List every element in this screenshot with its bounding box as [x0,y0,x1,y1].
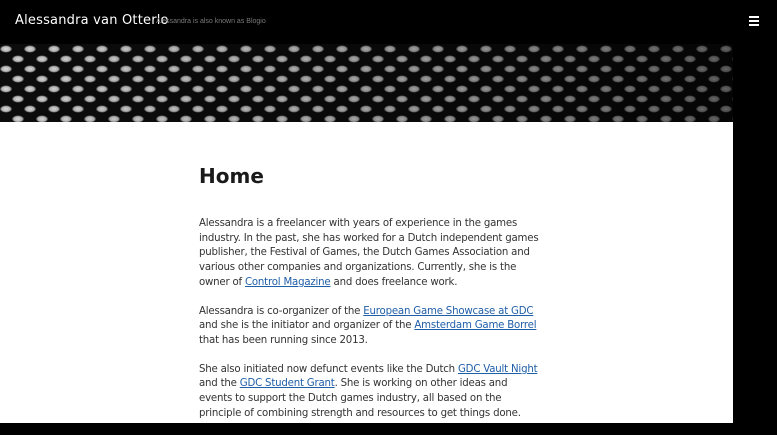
header-image [0,44,733,122]
main-content-area [0,122,733,423]
amsterdam-game-borrel-link[interactable]: Amsterdam Game Borrel [414,320,537,332]
paragraph-text: that has been running since 2013. [199,334,368,346]
control-magazine-link[interactable]: Control Magazine [244,276,331,288]
paragraph-events [199,305,539,349]
gdc-vault-night-link[interactable]: GDC Vault Night [457,363,538,375]
site-title-link[interactable]: Alessandra van Otterlo [15,13,169,28]
perforated-metal-pattern [0,44,733,122]
paragraph-about [199,217,539,291]
paragraph-text: and she is the initiator and organizer of the [199,320,415,332]
hamburger-menu-icon [749,16,759,18]
menu-toggle-button[interactable] [746,13,762,29]
paragraph-text: and the [199,378,240,390]
paragraph-past-events [199,363,539,422]
paragraph-text: and does freelance work. [330,276,458,288]
paragraph-text: . She is working on other ideas and events to support the Dutch games industry, all based on the principle of combining strength and resources to get things done. [199,378,521,419]
hamburger-menu-icon-bar [749,24,759,26]
gdc-student-grant-link[interactable]: GDC Student Grant [239,378,335,390]
site-header [0,0,777,44]
hamburger-menu-icon-bar [749,20,759,22]
page-title: Home [199,164,264,188]
sidebar-panel [733,44,777,423]
paragraph-text: Alessandra is co-organizer of the [199,305,364,317]
site-description: Alessandra is also known as Blogio [156,18,266,25]
paragraph-text: Alessandra is a freelancer with years of experience in the games industry. In the past, she has worked for a Dutch independent games publisher, the Festival of Games, the Dutch Games Association and various other companies and organizations. Currently, she is the owner of [199,218,539,288]
entry-content [199,217,539,435]
paragraph-text: She also initiated now defunct events like the Dutch [199,363,458,375]
european-game-showcase-link[interactable]: European Game Showcase at GDC [363,305,534,317]
